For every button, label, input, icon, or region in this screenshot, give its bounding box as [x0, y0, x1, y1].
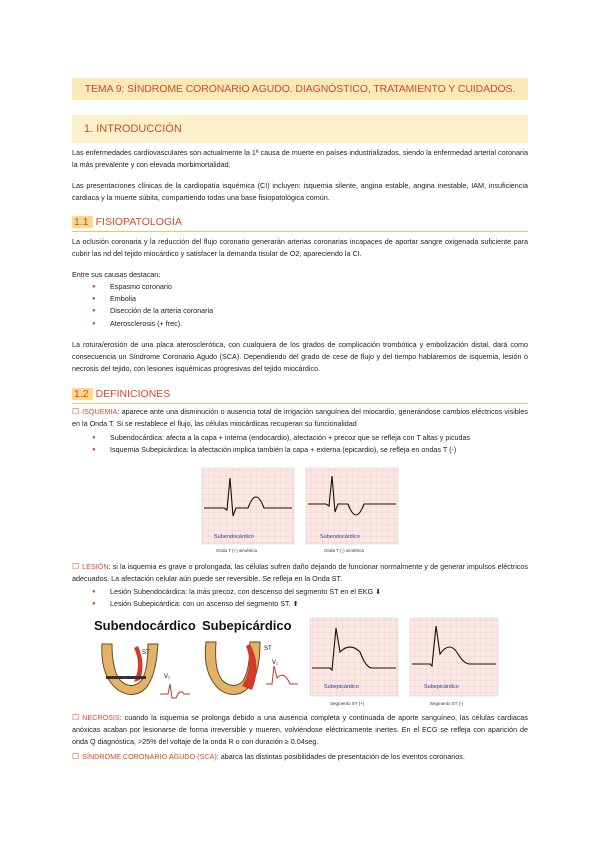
term-label: SÍNDROME CORONARIO AGUDO (SCA)	[82, 752, 217, 761]
list-item: ● Embolia	[72, 293, 213, 305]
definition-text: : aparece ante una disminución o ausencia total de irrigación sanguínea del miocardio, generándose cambios eléctricos visibles en la Onda T. Si se restablece el flujo, las células miocárdicas recuperan su funcionalidad	[72, 407, 528, 429]
section-heading-text: 1. INTRODUCCIÓN	[84, 123, 182, 135]
definition-text: : cuando la isquemia se prolonga debido a una ausencia completa y continuada de aporte sanguíneo, las células cardiacas anóxicas acaban por lesionarse de forma irreversible y mueren, volviéndose eléctricamente inertes. En el ECG se refleja con aparición de onda Q diagnóstica, >25% del voltaje de la onda R o con duración ≥ 0.04seg.	[72, 713, 528, 747]
list-item: ● Disección de la arteria coronaria	[72, 305, 213, 317]
causes-list	[72, 281, 213, 330]
document-title: TEMA 9: SÍNDROME CORONARIO AGUDO. DIAGNÓSTICO, TRATAMIENTO Y CUIDADOS.	[72, 78, 528, 100]
ecg-label: Subepicárdico	[324, 684, 359, 690]
ecg-label: Subendocárdico	[214, 534, 254, 540]
lesion-list	[72, 586, 381, 610]
term-label: NECROSIS	[82, 713, 120, 722]
list-item: ● Aterosclerosis (+ frec).	[72, 318, 213, 330]
figure-caption: Onda T (+) simétrica	[216, 548, 257, 553]
v-lead-label: V₁	[272, 660, 279, 666]
causes-intro: Entre sus causas destacan:	[72, 270, 161, 279]
term-label: ISQUEMIA	[82, 407, 118, 416]
checkbox-icon: ☐	[72, 562, 80, 571]
checkbox-icon: ☐	[72, 407, 80, 416]
isquemia-list	[72, 432, 470, 456]
subsection-number: 1.1	[72, 216, 93, 228]
figure-caption: Segmento ST (+)	[330, 701, 365, 706]
ecg-lesion-figure	[306, 614, 502, 708]
list-item: ● Isquemia Subepicárdica: la afectación implica también la capa + externa (epicardio), se refleja en ondas T (-)	[72, 444, 470, 456]
ecg-label: Subendocárdico	[320, 534, 360, 540]
ecg-label: Subepicárdico	[424, 684, 459, 690]
diagram-title: Subendocárdico	[94, 618, 196, 633]
section-heading-introduccion	[72, 115, 528, 143]
list-item: ● Lesión Subepicárdica: con un ascenso del segmento ST. ⬆	[72, 598, 381, 610]
definition-text: : abarca las distintas posibilidades de presentación de los eventos coronarios.	[216, 752, 465, 761]
checkbox-icon: ☐	[72, 713, 80, 722]
necrosis-definition	[72, 712, 528, 749]
list-item: ● Espasmo coronario	[72, 281, 213, 293]
subsection-title: FISIOPATOLOGÍA	[95, 216, 182, 228]
subsection-title: DEFINICIONES	[95, 388, 171, 400]
ecg-panel-left	[202, 468, 294, 544]
intro-paragraph-1: Las enfermedades cardiovasculares son actualmente la 1ª causa de muerte en países industrializados, siendo la enfermedad arterial coronaria la más prevalente y con elevada morbimortalidad.	[72, 148, 528, 170]
subsection-number: 1.2	[72, 388, 93, 400]
ecg-panel-right	[410, 618, 498, 696]
intro-paragraph-2: Las presentaciones clínicas de la cardiopatía isquémica (CI) incluyen: isquemia silente, angina estable, angina inestable, IAM, insuficiencia cardiaca y la muerte súbita, compartiendo todas una base fisiopatológica común.	[72, 181, 528, 203]
fisiopatologia-paragraph-2: La rotura/erosión de una placa aterosclerótica, con cualquiera de los grados de complicación trombótica y embolización distal, dará como consecuencia un Síndrome Coronario Agudo (SCA). Dependiendo del grado de cese de flujo y del tiempo hablaremos de isquemia, lesión o necrosis del tejido, con lesiones isquémicas progresivas del tejido miocárdico.	[72, 340, 528, 374]
checkbox-icon: ☐	[72, 752, 80, 761]
heart-subepicardial	[205, 642, 298, 695]
heart-lesion-diagram	[94, 614, 304, 704]
v-lead-label: V₁	[164, 674, 171, 680]
ecg-isquemia-figure	[196, 464, 404, 554]
diagram-title: Subepicárdico	[202, 618, 292, 633]
sca-definition	[72, 751, 528, 763]
subsection-heading-definiciones	[72, 385, 528, 404]
list-item: ● Subendocárdica: afecta a la capa + interna (endocardio), afectación + precoz que se refleja con T altas y picudas	[72, 432, 470, 444]
ecg-panel-left	[310, 618, 398, 696]
definition-text: : si la isquemia es grave o prolongada, las células sufren daño dejando de funcionar normalmente y de generar impulsos eléctricos adecuados. La afectación celular aún puede ser reversible. Se refleja en la Onda ST.	[72, 562, 528, 584]
isquemia-definition	[72, 406, 528, 430]
figure-caption: Onda T (-) simétrica	[324, 548, 364, 553]
subsection-heading-fisiopatologia	[72, 213, 528, 232]
heart-subendocardial	[102, 644, 190, 698]
fisiopatologia-paragraph-1: La oclusión coronaria y la reducción del flujo coronario generarán arterias coronarias incapaces de aportar sangre oxigenada suficiente para cubrir las nd del tejido miocárdico y satisfacer la demanda tisular de O2, apareciendo la CI.	[72, 237, 528, 259]
st-label: ST	[142, 650, 150, 656]
list-item: ● Lesión Subendocárdica: la más precoz, con descenso del segmento ST en el EKG ⬇	[72, 586, 381, 598]
st-label: ST	[264, 646, 272, 652]
ecg-panel-right	[306, 468, 398, 544]
term-label: LESIÓN	[82, 562, 109, 571]
figure-caption: Segmento ST (-)	[430, 701, 464, 706]
lesion-definition	[72, 561, 528, 585]
